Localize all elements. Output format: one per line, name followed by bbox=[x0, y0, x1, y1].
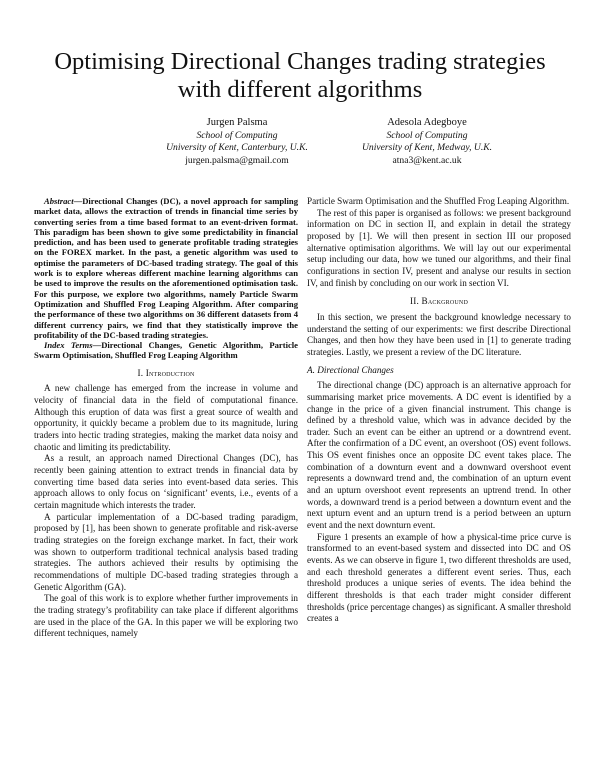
author-dept: School of Computing bbox=[386, 129, 468, 141]
paragraph: The goal of this work is to explore whether further improvements in the trading strategy’s profitability can take place if different algorithms are used in the place of the GA. In this paper we will be exploring two different techniques, namely bbox=[34, 593, 298, 639]
author-email: atna3@kent.ac.uk bbox=[392, 154, 462, 166]
paragraph: As a result, an approach named Directional Changes (DC), has recently been gaining attention to extract trends in financial data by converting time based data series into event-based data series. This approach allows to only focus on ‘significant’ events, i.e., events of a certain magnitude which interests the trader. bbox=[34, 453, 298, 510]
right-column bbox=[307, 196, 571, 625]
title-line-1: Optimising Directional Changes trading strategies bbox=[54, 48, 546, 75]
paragraph-continuation: Particle Swarm Optimisation and the Shuffled Frog Leaping Algorithm. bbox=[307, 196, 570, 206]
author-name: Jurgen Palsma bbox=[206, 117, 268, 128]
section-heading-introduction: I. Introduction bbox=[137, 367, 195, 378]
left-column bbox=[34, 196, 298, 640]
paragraph: The directional change (DC) approach is an alternative approach for summarising market price movements. A DC event is identified by a change in the price of a given financial instrument. This change is defined by a threshold value, which was in advance decided by the trader. Such an event can be either an uptrend or a downtrend event. After the confirmation of a DC event, an overshoot (OS) event follows. This OS event finishes once an opposite DC event takes place. The combination of a downturn event and a downward overshoot event represents a downward trend and, the combination of an upturn event and an upturn overshoot event represents an uptrend trend. In other words, a downward trend is a period between a downturn event and the next upturn event and an upturn trend is a period between an upturn event and the next downturn event. bbox=[307, 380, 571, 531]
title-line-2: with different algorithms bbox=[177, 76, 423, 103]
paragraph: A new challenge has emerged from the increase in volume and velocity of financial data in the field of computational finance. Although this eruption of data was first a great source of wealth and opportunity, it quickly became a problem due to its magnitude, luring traders into hectic trading strategies, making the market data noisy and chaotic and limiting its predictability. bbox=[34, 383, 298, 452]
author-dept: School of Computing bbox=[196, 129, 278, 141]
author-block-2 bbox=[317, 117, 537, 167]
abstract-text: —Directional Changes (DC), a novel approach for sampling market data, allows the extraction of trends in financial time series by converting series from a time based format to an event-driven format. This paradigm has been shown to give some predictability in financial prediction, and has been used to generate profitable trading strategies on the FOREX market. In the past, a genetic algorithm was used to optimise the parameters of DC-based trading strategy. The goal of this work is to explore whereas different machine learning algorithms can be used to improve the results on the aforementioned optimisation task. For this purpose, we explore two algorithms, namely Particle Swarm Optimization and Shuffled Frog Leaping Algorithm. After comparing the performance of these two algorithms on 36 different datasets from 4 different currency pairs, we find that they statistically improve the profitability of the DC-based trading strategies. bbox=[34, 196, 298, 340]
author-institution: University of Kent, Canterbury, U.K. bbox=[166, 142, 308, 154]
index-terms-label: Index Terms bbox=[44, 340, 93, 351]
section-heading-background: II. Background bbox=[410, 296, 468, 307]
subsection-heading-directional-changes: A. Directional Changes bbox=[307, 364, 394, 375]
author-name: Adesola Adegboye bbox=[387, 117, 467, 128]
paragraph: In this section, we present the background knowledge necessary to understand the setting of our experiments: we first describe Directional Changes, and then how they have been used in [1] to generate trading strategies. Lastly, we present a review of the DC literature. bbox=[307, 311, 571, 357]
paragraph: Figure 1 presents an example of how a physical-time price curve is transformed to an event-based system and dissected into DC and OS events. As we can observe in figure 1, two different thresholds are used, and each threshold generates a different event series. Thus, each threshold produces a unique series of events. The idea behind the different thresholds is that each trader might consider different thresholds (price percentage changes) as significant. A smaller threshold creates a bbox=[307, 531, 571, 624]
author-block-1 bbox=[127, 117, 347, 167]
paper-title bbox=[40, 48, 560, 104]
index-terms bbox=[34, 340, 298, 361]
index-terms-text: —Directional Changes, Genetic Algorithm, Particle Swarm Optimisation, Shuffled Frog Leaping Algorithm bbox=[34, 340, 298, 361]
author-email: jurgen.palsma@gmail.com bbox=[185, 154, 289, 166]
abstract bbox=[34, 196, 298, 340]
abstract-label: Abstract bbox=[44, 196, 74, 206]
paragraph: A particular implementation of a DC-based trading paradigm, proposed by [1], has been shown to generate profitable and risk-averse trading strategies on the foreign exchange market. In fact, their work was shown to outperform traditional technical analysis based trading strategies. The authors achieved their results by optimising the recommendations of multiple DC-based trading strategies through a Genetic Algorithm (GA). bbox=[34, 511, 298, 592]
author-institution: University of Kent, Medway, U.K. bbox=[361, 142, 493, 154]
paragraph: The rest of this paper is organised as follows: we present background information on DC in section II, and explain in detail the strategy proposed by [1]. We will then present in section III our proposed alternative optimisation algorithms. We will lay out our experimental setup including our data, how we tuned our algorithms, and their final configurations in section IV, present and analyse our results in section IV, and finish by concluding on our work in section VI. bbox=[307, 207, 571, 288]
